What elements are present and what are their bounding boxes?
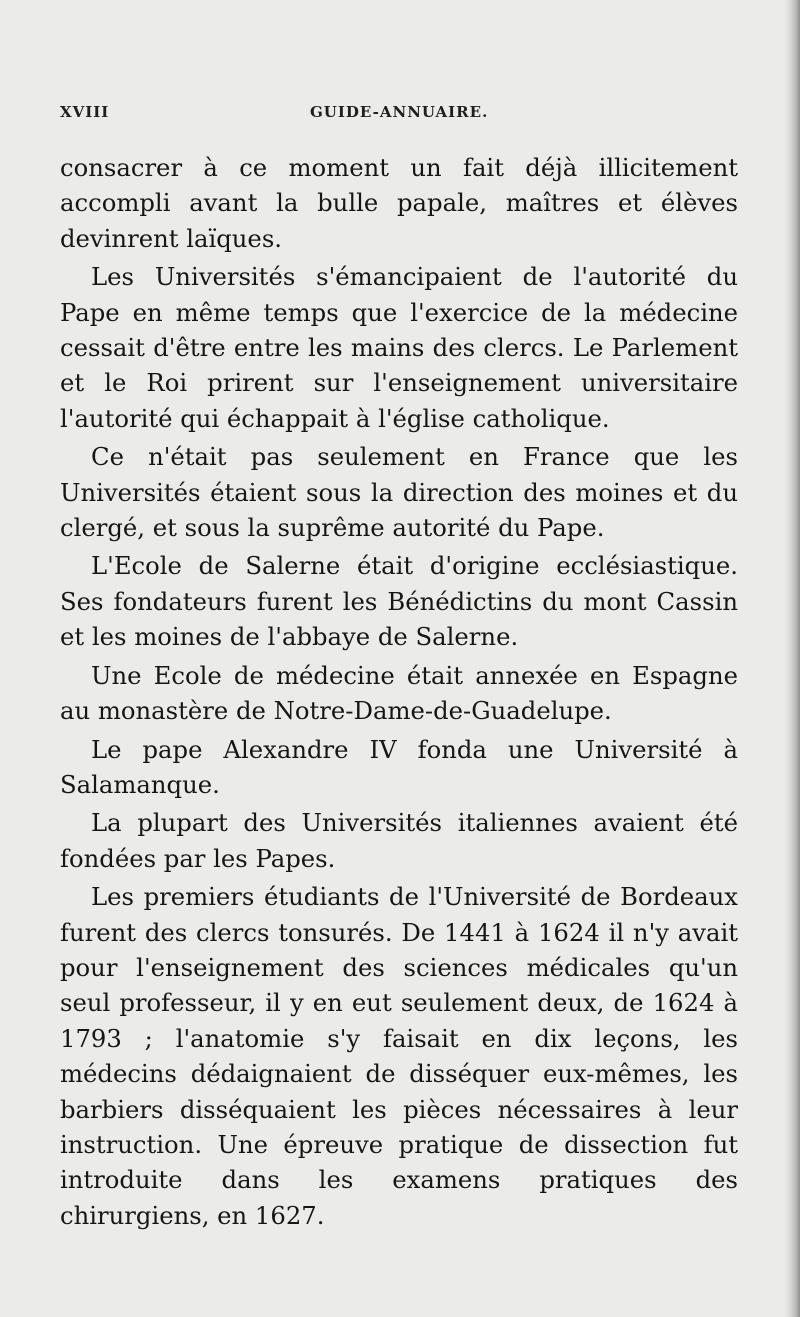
paragraph: Les Universités s'émancipaient de l'autorité du Pape en même temps que l'exercice de la médecine cessait d'être entre les mains des clercs. Le Parlement et le Roi prirent sur l'enseignement universitaire l'autorité qui échappait à l'église catholique. <box>60 262 738 433</box>
paragraph: Le pape Alexandre IV fonda une Université à Salamanque. <box>60 734 738 799</box>
paragraph: La plupart des Universités italiennes avaient été fondées par les Papes. <box>60 808 738 873</box>
paragraph: Une Ecole de médecine était annexée en Espagne au monastère de Notre-Dame-de-Guadelupe. <box>60 660 738 726</box>
paragraph: Les premiers étudiants de l'Université de Bordeaux furent des clercs tonsurés. De 1441 à 1624 il n'y avait pour l'enseignement des sciences médicales qu'un seul professeur, il y en eut seulement deux, de 1624 à 1793 ; l'anatomie s'y faisait en dix leçons, les médecins dédaignaient de disséquer eux-mêmes, les barbiers disséquaient les pièces nécessaires à leur instruction. Une épreuve pratique de dissection fut introduite dans les examens pratiques des chirurgiens, en 1627. <box>60 882 738 1230</box>
body-text <box>60 150 738 1236</box>
running-title: GUIDE-ANNUAIRE. <box>310 103 489 121</box>
paragraph: L'Ecole de Salerne était d'origine ecclésiastique. Ses fondateurs furent les Bénédictins du mont Cassin et les moines de l'abbaye de Salerne. <box>60 551 738 652</box>
paragraph-continuation: consacrer à ce moment un fait déjà illicitement accompli avant la bulle papale, maîtres et élèves devinrent laïques. <box>60 153 738 253</box>
running-head <box>60 103 740 127</box>
paragraph: Ce n'était pas seulement en France que les Universités étaient sous la direction des moines et du clergé, et sous la suprême autorité du Pape. <box>60 442 738 543</box>
page-number: XVIII <box>60 103 110 121</box>
page-edge-shadow <box>784 0 800 1317</box>
